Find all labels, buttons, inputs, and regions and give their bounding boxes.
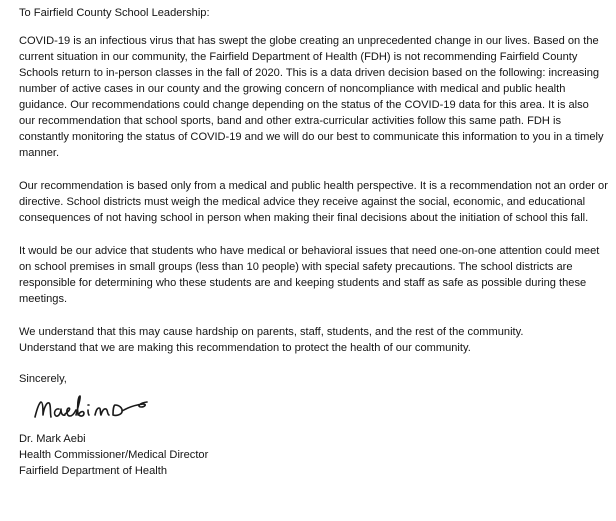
- handwritten-signature: [31, 393, 161, 427]
- salutation: To Fairfield County School Leadership:: [19, 7, 210, 19]
- paragraph-3: It would be our advice that students who have medical or behavioral issues that need one-on-one attention could meet on school premises in small groups (less than 10 people) with special safety precautions. The school districts are responsible for determining who these students are and keeping students and staff as safe as possible during these meetings.: [19, 245, 600, 305]
- signer-title: Health Commissioner/Medical Director: [19, 449, 209, 461]
- paragraph-4: We understand that this may cause hardship on parents, staff, students, and the rest of the community. Understand that we are making this recommendation to protect the health of our community.: [19, 326, 524, 354]
- paragraph-2: Our recommendation is based only from a medical and public health perspective. It is a recommendation not an order or directive. School districts must weigh the medical advice they receive against the social, economic, and educational consequences of not having school in person when making their final decisions about the initiation of school this fall.: [19, 180, 608, 224]
- paragraph-1: COVID-19 is an infectious virus that has swept the globe creating an unprecedented change in our lives. Based on the current situation in our community, the Fairfield Department of Health (FDH) is not recommending Fairfield County Schools return to in-person classes in the fall of 2020. This is a data driven decision based on the following: increasing number of active cases in our county and the growing concern of noncompliance with medical and public health guidance. Our recommendations could change depending on the status of the COVID-19 data for this area. It is also our recommendation that school sports, band and other extra-curricular activities follow this same path. FDH is constantly monitoring the status of COVID-19 and we will do our best to communicate this information to you in a timely manner.: [19, 35, 604, 159]
- signature-block: [19, 431, 608, 479]
- signer-name: Dr. Mark Aebi: [19, 433, 86, 445]
- closing: Sincerely,: [19, 373, 67, 385]
- signer-organization: Fairfield Department of Health: [19, 465, 167, 477]
